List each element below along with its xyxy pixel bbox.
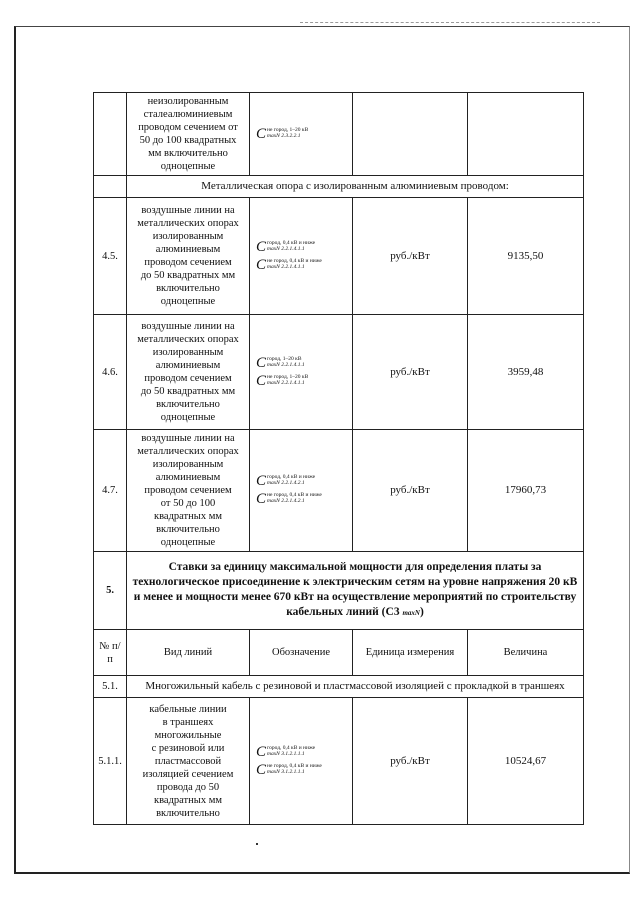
- rate-symbol-superscript: город, 0,4 кВ и ниже: [267, 744, 316, 751]
- section-title: Многожильный кабель с резиновой и пластмассовой изоляцией с прокладкой в траншеях: [127, 676, 584, 698]
- rate-symbol-letter: C: [256, 761, 267, 778]
- description-line: включительно: [156, 283, 220, 294]
- rate-value: 3959,48: [468, 315, 584, 430]
- unit-of-measure: руб./кВт: [353, 698, 468, 825]
- description-line: с резиновой или: [151, 742, 225, 754]
- rate-symbol-subscript: maxN 2.2.1.4.1.1: [267, 263, 305, 270]
- rate-symbol-subscript: maxN 2.2.1.4.1.1: [267, 379, 305, 386]
- rate-symbol-superscript: не город, 1–20 кВ: [267, 373, 309, 380]
- description-line: кабельные линии: [149, 703, 227, 715]
- description-line: от 50 до 100: [160, 498, 216, 509]
- rate-value: [468, 93, 584, 176]
- description-line: провода до 50: [156, 781, 220, 793]
- unit-of-measure: [353, 93, 468, 176]
- rate-symbol-entry: [256, 356, 346, 371]
- description-line: изоляцией сечением: [142, 768, 234, 780]
- description-line: проводом сечением: [144, 485, 232, 496]
- rate-symbol-letter: C: [256, 372, 267, 389]
- line-type-description: [127, 315, 250, 430]
- description-line: пластмассовой: [154, 755, 222, 767]
- description-line: неизолированным: [147, 96, 229, 107]
- tariff-table: [93, 92, 584, 825]
- description-line: включительно: [156, 807, 220, 819]
- description-line: изолированным: [152, 347, 224, 358]
- rate-symbol-entry: [256, 374, 346, 389]
- description-line: воздушные линии на: [141, 433, 235, 444]
- rate-symbol-superscript: город, 1–20 кВ: [267, 355, 302, 362]
- rate-symbol: [250, 93, 353, 176]
- table-row: [94, 430, 584, 552]
- description-line: в траншеях: [162, 716, 214, 728]
- rate-symbol-superscript: не город, 1–20 кВ: [267, 126, 309, 133]
- column-header-unit: Единица измерения: [353, 630, 468, 676]
- rate-value: 10524,67: [468, 698, 584, 825]
- description-line: многожильные: [154, 729, 222, 741]
- description-line: проводом сечением от: [138, 122, 238, 133]
- description-line: одноцепные: [160, 161, 216, 172]
- rate-symbol-superscript: город, 0,4 кВ и ниже: [267, 239, 316, 246]
- table-row: [94, 198, 584, 315]
- rate-symbol-subscript: maxN 2.2.1.4.2.1: [267, 480, 305, 486]
- rate-symbol-indices: [267, 127, 308, 139]
- rate-symbol-superscript: не город, 0,4 кВ и ниже: [267, 492, 322, 498]
- rate-value: 9135,50: [468, 198, 584, 315]
- description-line: проводом сечением: [144, 257, 232, 268]
- scan-dot: [256, 843, 258, 845]
- column-header-line-type: Вид линий: [127, 630, 250, 676]
- table-row: [94, 676, 584, 698]
- section-heading-close: ): [419, 606, 424, 618]
- row-number: 4.6.: [94, 315, 127, 430]
- rate-symbol-entry: [256, 492, 346, 507]
- row-number: 4.5.: [94, 198, 127, 315]
- table-row: [94, 630, 584, 676]
- table-row: [94, 93, 584, 176]
- rate-symbol-superscript: не город, 0,4 кВ и ниже: [267, 762, 322, 769]
- rate-symbol-indices: [267, 240, 315, 252]
- rate-symbol-indices: [267, 356, 305, 368]
- column-header-symbol: Обозначение: [250, 630, 353, 676]
- row-number: 5.1.: [94, 676, 127, 698]
- description-line: квадратных мм: [154, 794, 222, 806]
- line-type-description: [127, 93, 250, 176]
- rate-value: 17960,73: [468, 430, 584, 552]
- section-heading-subscript: maxN: [402, 609, 420, 617]
- unit-of-measure: руб./кВт: [353, 430, 468, 552]
- section-heading: [127, 552, 584, 630]
- scan-artifact-line: [300, 22, 600, 24]
- description-line: изолированным: [152, 459, 224, 470]
- description-line: включительно: [156, 524, 220, 535]
- rate-symbol-letter: C: [256, 743, 267, 760]
- rate-symbol-letter: C: [256, 354, 267, 371]
- table-row: [94, 315, 584, 430]
- description-line: воздушные линии на: [141, 321, 235, 332]
- line-type-description: [127, 430, 250, 552]
- description-line: алюминиевым: [155, 472, 221, 483]
- description-line: воздушные линии на: [141, 205, 235, 216]
- description-line: одноцепные: [160, 296, 216, 307]
- unit-of-measure: руб./кВт: [353, 198, 468, 315]
- section-heading-text: Ставки за единицу максимальной мощности для определения платы за технологическое присоединение к электрическим сетям на уровне напряжения 20 кВ и менее и мощности менее 670 кВт на осуществление мероприятий по строительству кабельных линий (С3: [132, 561, 578, 618]
- rate-symbol-superscript: город, 0,4 кВ и ниже: [267, 474, 316, 480]
- rate-symbol: [250, 198, 353, 315]
- description-line: мм включительно: [148, 148, 228, 159]
- rate-symbol-indices: [267, 474, 315, 486]
- table-row: [94, 176, 584, 198]
- rate-symbol-entry: [256, 763, 346, 778]
- rate-symbol: [250, 315, 353, 430]
- description-line: алюминиевым: [155, 360, 221, 371]
- rate-symbol-indices: [267, 492, 322, 504]
- unit-of-measure: руб./кВт: [353, 315, 468, 430]
- rate-symbol-letter: C: [256, 473, 267, 489]
- rate-symbol-subscript: maxN 3.1.2.1.1.1: [267, 768, 305, 775]
- description-line: алюминиевым: [155, 244, 221, 255]
- rate-symbol-entry: [256, 240, 346, 255]
- description-line: металлических опорах: [137, 334, 239, 345]
- rate-symbol-subscript: maxN 2.2.1.4.1.1: [267, 245, 305, 252]
- row-number: 4.7.: [94, 430, 127, 552]
- table-row: [94, 698, 584, 825]
- column-header-value: Величина: [468, 630, 584, 676]
- description-line: квадратных мм: [154, 511, 222, 522]
- row-number: [94, 93, 127, 176]
- rate-symbol-superscript: не город, 0,4 кВ и ниже: [267, 257, 322, 264]
- rate-symbol-indices: [267, 258, 322, 270]
- rate-symbol-entry: [256, 474, 346, 489]
- description-line: металлических опорах: [137, 218, 239, 229]
- description-line: проводом сечением: [144, 373, 232, 384]
- description-line: включительно: [156, 399, 220, 410]
- row-number: 5.1.1.: [94, 698, 127, 825]
- rate-symbol-subscript: maxN 2.2.1.4.1.1: [267, 361, 305, 368]
- rate-symbol-letter: C: [256, 491, 267, 507]
- description-line: до 50 квадратных мм: [140, 270, 236, 281]
- rate-symbol-indices: [267, 745, 315, 757]
- line-type-description: [127, 698, 250, 825]
- description-line: сталеалюминиевым: [143, 109, 233, 120]
- rate-symbol-subscript: maxN 2.3.2.2.1: [267, 132, 301, 139]
- rate-symbol-indices: [267, 763, 322, 775]
- rate-symbol-letter: C: [256, 125, 267, 142]
- description-line: 50 до 100 квадратных: [139, 135, 237, 146]
- table-row: [94, 552, 584, 630]
- description-line: металлических опорах: [137, 446, 239, 457]
- description-line: одноцепные: [160, 537, 216, 548]
- row-number: [94, 176, 127, 198]
- rate-symbol: [250, 430, 353, 552]
- rate-symbol-entry: [256, 745, 346, 760]
- rate-symbol-subscript: maxN 3.1.2.1.1.1: [267, 750, 305, 757]
- rate-symbol-letter: C: [256, 238, 267, 255]
- rate-symbol-indices: [267, 374, 308, 386]
- column-header-number: № п/п: [94, 630, 127, 676]
- rate-symbol: [250, 698, 353, 825]
- line-type-description: [127, 198, 250, 315]
- description-line: одноцепные: [160, 412, 216, 423]
- row-number: 5.: [94, 552, 127, 630]
- rate-symbol-subscript: maxN 2.2.1.4.2.1: [267, 498, 305, 504]
- rate-symbol-entry: [256, 258, 346, 273]
- description-line: изолированным: [152, 231, 224, 242]
- rate-symbol-entry: [256, 127, 346, 142]
- rate-symbol-letter: C: [256, 256, 267, 273]
- description-line: до 50 квадратных мм: [140, 386, 236, 397]
- section-title: Металлическая опора с изолированным алюминиевым проводом:: [127, 176, 584, 198]
